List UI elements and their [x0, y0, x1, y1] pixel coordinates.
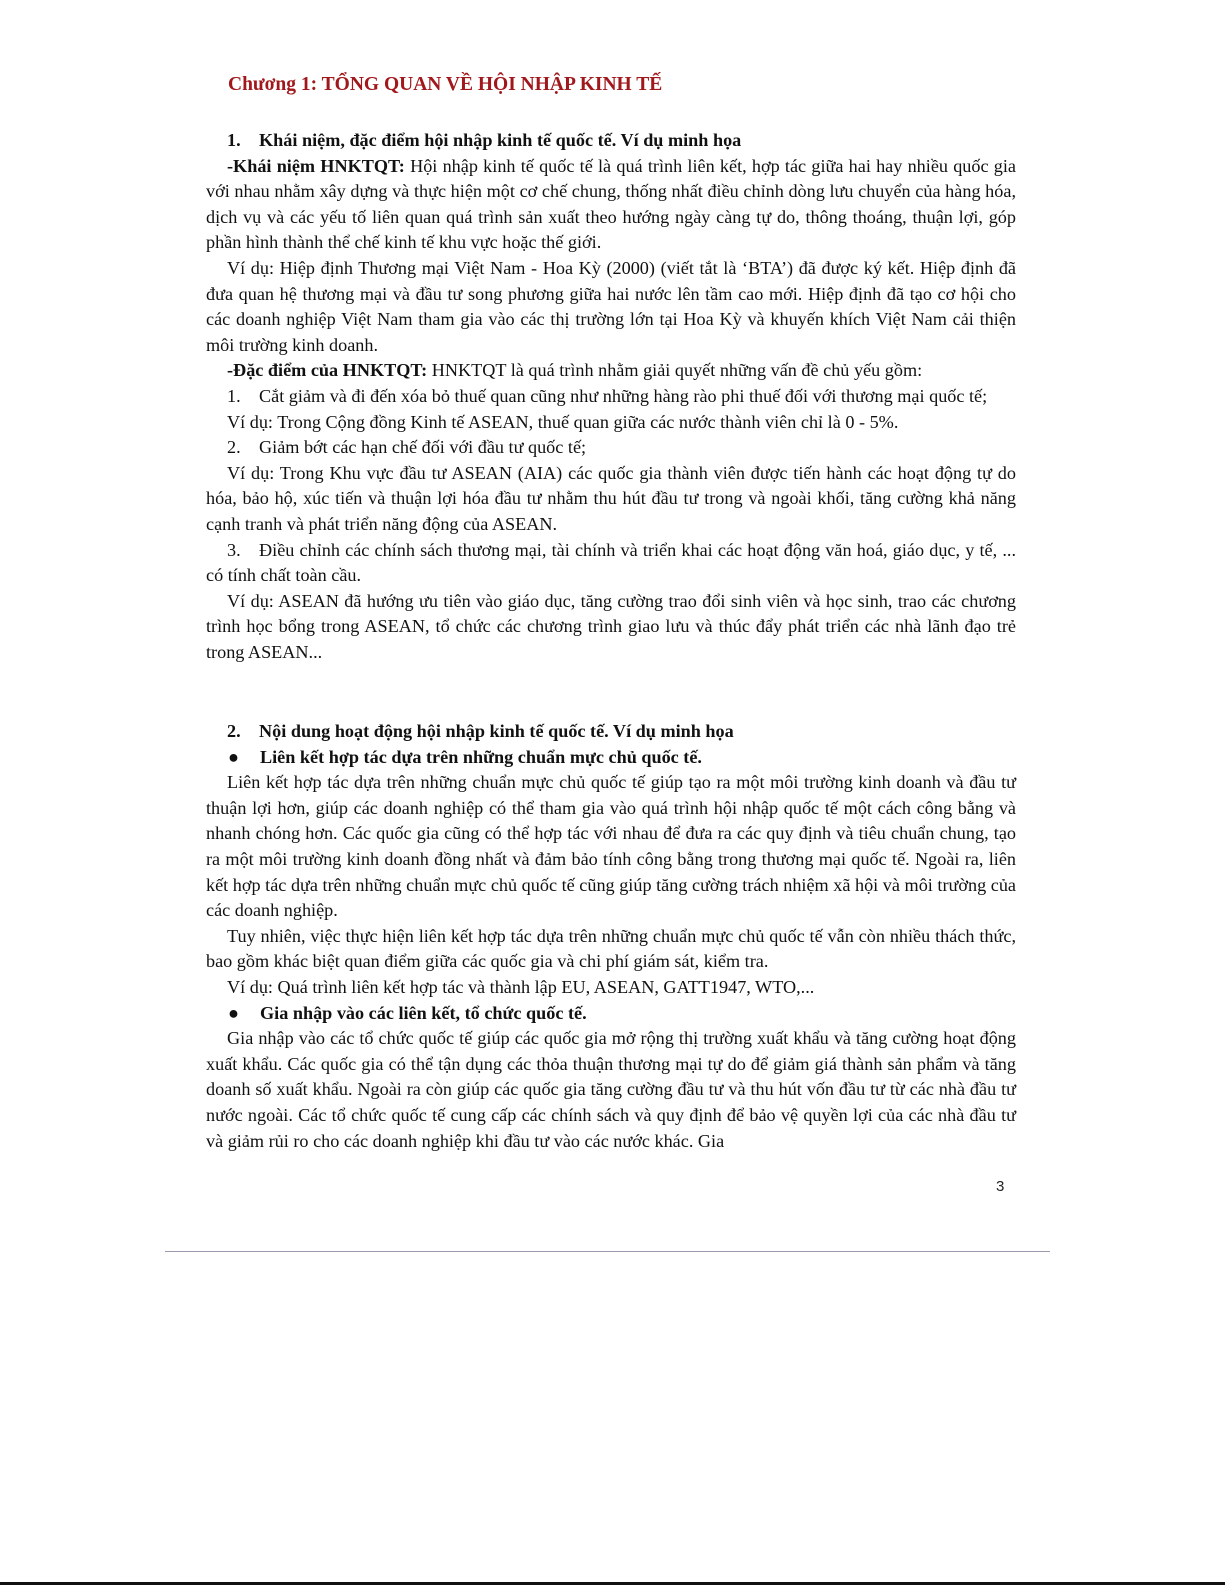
- list-item-2-number: 2.: [227, 437, 241, 458]
- section-2-heading: [206, 719, 1016, 745]
- bullet-1-title: Liên kết hợp tác dựa trên những chuẩn mực chủ quốc tế.: [260, 746, 702, 767]
- list-item-3-number: 3.: [227, 539, 241, 560]
- section-2-number: 2.: [227, 721, 241, 741]
- list-item-2-example: Ví dụ: Trong Khu vực đầu tư ASEAN (AIA) các quốc gia thành viên được tiến hành các hoạt động tự do hóa, bảo hộ, xúc tiến và thuận lợi hóa đầu tư nhằm thu hút đầu tư trong và ngoài khối, tăng cường khả năng cạnh tranh và phát triển năng động của ASEAN.: [206, 462, 1016, 534]
- concept-label: -Khái niệm HNKTQT:: [227, 155, 405, 176]
- bullet-icon: ●: [228, 1002, 239, 1023]
- section-2-title: Nội dung hoạt động hội nhập kinh tế quốc tế. Ví dụ minh họa: [259, 721, 734, 741]
- list-item-3: [206, 538, 1016, 589]
- section-1: [206, 128, 1016, 665]
- section-2: [206, 719, 1016, 1154]
- section-1-heading: [206, 128, 1016, 154]
- bullet-1-example: Ví dụ: Quá trình liên kết hợp tác và thành lập EU, ASEAN, GATT1947, WTO,...: [227, 976, 815, 997]
- bullet-1-paragraph-2: Tuy nhiên, việc thực hiện liên kết hợp tác dựa trên những chuẩn mực chủ quốc tế vẫn còn nhiều thách thức, bao gồm khác biệt quan điểm giữa các quốc gia và chi phí giám sát, kiểm tra.: [206, 925, 1016, 972]
- example-bta: Ví dụ: Hiệp định Thương mại Việt Nam - Hoa Kỳ (2000) (viết tắt là ‘BTA’) đã được ký kết. Hiệp định đã đưa quan hệ thương mại và đầu tư song phương giữa hai nước lên tầm cao mới. Hiệp định đã tạo cơ hội cho các doanh nghiệp Việt Nam tham gia vào các thị trường lớn tại Hoa Kỳ và khuyến khích Việt Nam cải thiện môi trường kinh doanh.: [206, 257, 1016, 355]
- concept-text: Hội nhập kinh tế quốc tế là quá trình liên kết, hợp tác giữa hai hay nhiều quốc gia với nhau nhằm xây dựng và thực hiện một cơ chế chung, thống nhất điều chỉnh dòng lưu chuyển của hàng hóa, dịch vụ và các yếu tố liên quan quá trình sản xuất theo hướng ngày càng tự do, thông thoáng, thuận lợi, góp phần hình thành thể chế kinh tế khu vực hoặc thế giới.: [206, 155, 1017, 253]
- bullet-1-paragraph-1: Liên kết hợp tác dựa trên những chuẩn mực chủ quốc tế giúp tạo ra một môi trường kinh doanh và đầu tư thuận lợi hơn, giúp các doanh nghiệp có thể tham gia vào quá trình hội nhập quốc tế một cách công bằng và nhanh chóng hơn. Các quốc gia cũng có thể hợp tác với nhau để đưa ra các quy định và tiêu chuẩn chung, tạo ra một môi trường kinh doanh đồng nhất và đảm bảo tính công bằng trong thương mại quốc tế. Ngoài ra, liên kết hợp tác dựa trên những chuẩn mực chủ quốc tế cũng giúp tăng cường trách nhiệm xã hội và môi trường của các doanh nghiệp.: [206, 772, 1016, 921]
- list-item-2: [206, 435, 1016, 461]
- section-1-title: Khái niệm, đặc điểm hội nhập kinh tế quốc tế. Ví dụ minh họa: [259, 130, 742, 150]
- bullet-icon: ●: [228, 746, 239, 767]
- features-label: -Đặc điểm của HNKTQT:: [227, 360, 428, 381]
- concept-paragraph: [206, 154, 1016, 256]
- bullet-2-heading: [206, 1001, 1016, 1027]
- features-text: HNKTQT là quá trình nhằm giải quyết những vấn đề chủ yếu gồm:: [427, 360, 923, 381]
- bullet-2-title: Gia nhập vào các liên kết, tổ chức quốc tế.: [260, 1002, 587, 1023]
- chapter-title: Chương 1: TỔNG QUAN VỀ HỘI NHẬP KINH TẾ: [228, 74, 663, 95]
- features-paragraph: [206, 358, 1016, 384]
- list-item-1: [206, 384, 1016, 410]
- bullet-1-heading: [206, 745, 1016, 771]
- list-item-1-example: Ví dụ: Trong Cộng đồng Kinh tế ASEAN, thuế quan giữa các nước thành viên chỉ là 0 - 5%.: [227, 411, 899, 432]
- list-item-3-example: Ví dụ: ASEAN đã hướng ưu tiên vào giáo dục, tăng cường trao đổi sinh viên và học sinh, trao các chương trình học bổng trong ASEAN, tổ chức các chương trình giao lưu và thúc đẩy phát triển các nhà lãnh đạo trẻ trong ASEAN...: [206, 590, 1016, 662]
- page-divider: [165, 1251, 1050, 1252]
- list-item-1-number: 1.: [227, 385, 241, 406]
- page-number: 3: [996, 1178, 1005, 1195]
- list-item-1-text: Cắt giảm và đi đến xóa bỏ thuế quan cũng như những hàng rào phi thuế đối với thương mại quốc tế;: [259, 385, 988, 406]
- list-item-2-text: Giảm bớt các hạn chế đối với đầu tư quốc tế;: [259, 437, 587, 458]
- section-1-number: 1.: [227, 130, 241, 150]
- list-item-3-text: Điều chỉnh các chính sách thương mại, tài chính và triển khai các hoạt động văn hoá, giáo dục, y tế, ... có tính chất toàn cầu.: [206, 539, 1016, 586]
- bullet-2-paragraph-1: Gia nhập vào các tổ chức quốc tế giúp các quốc gia mở rộng thị trường xuất khẩu và tăng cường hoạt động xuất khẩu. Các quốc gia có thể tận dụng các thỏa thuận thương mại tự do để giảm giá thành sản phẩm và tăng doanh số xuất khẩu. Ngoài ra còn giúp các quốc gia tăng cường đầu tư và thu hút vốn đầu tư từ các nhà đầu tư nước ngoài. Các tổ chức quốc tế cung cấp các chính sách và quy định để bảo vệ quyền lợi của các nhà đầu tư và giảm rủi ro cho các doanh nghiệp khi đầu tư vào các nước khác. Gia: [206, 1028, 1016, 1151]
